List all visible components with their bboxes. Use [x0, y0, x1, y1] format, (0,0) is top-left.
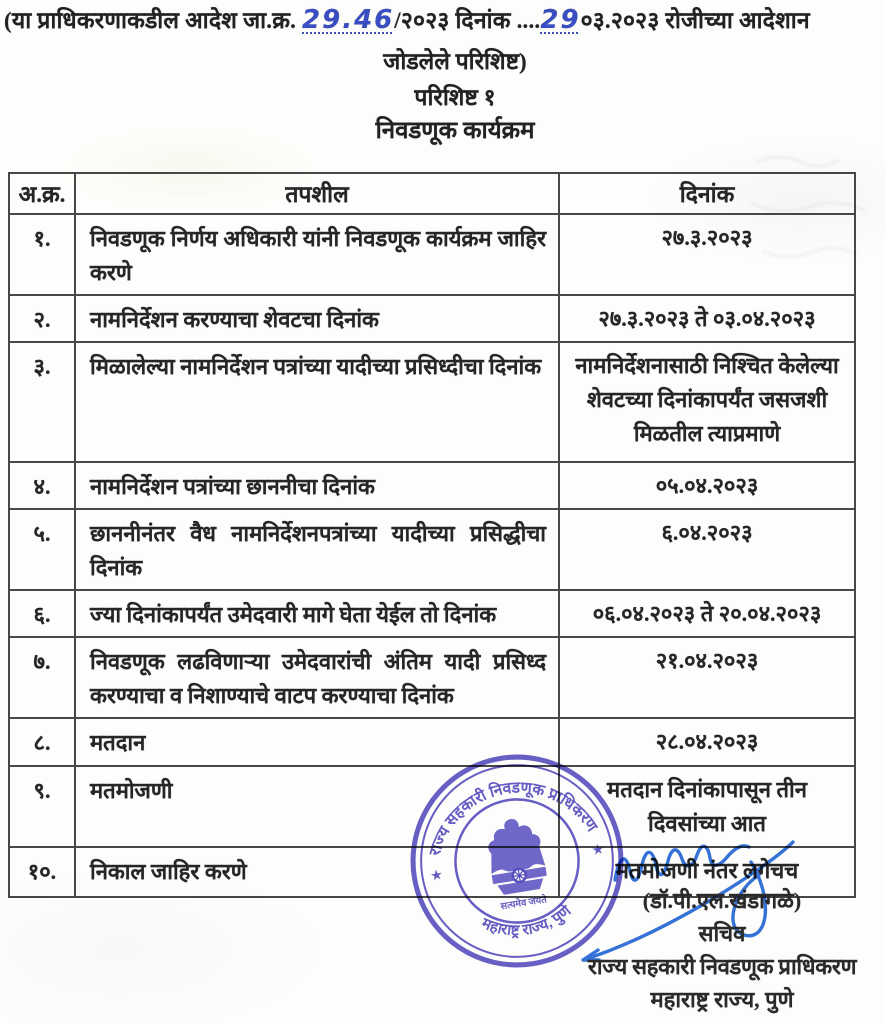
- stamp-motto: सत्यमेव जयते: [499, 894, 548, 913]
- header-details: तपशील: [75, 173, 559, 214]
- stamp-star-left-icon: ★: [429, 866, 445, 885]
- row-date: मतदान दिनांकापासून तीन दिवसांच्या आत: [559, 766, 855, 847]
- table-row: [9, 718, 855, 765]
- row-date: मतमोजणी नंतर लगेचच: [559, 847, 855, 897]
- row-date: ०६.०४.२०२३ ते २०.०४.२०२३: [559, 590, 855, 637]
- row-detail: निवडणूक लढविणाऱ्या उमेदवारांची अंतिम यादी प्रसिध्द करण्याचा व निशाण्याचे वाटप करण्याचा दिनांक: [75, 637, 559, 718]
- order-reference-prefix: (या प्राधिकरणाकडील आदेश जा.क्र.: [4, 8, 303, 33]
- header-date: दिनांक: [559, 173, 855, 214]
- signatory-organization: राज्य सहकारी निवडणूक प्राधिकरण: [587, 954, 857, 979]
- order-reference-suffix: ०३.२०२३ रोजीच्या आदेशान: [580, 8, 810, 33]
- stamp-star-right-icon: ★: [590, 841, 606, 860]
- table-header-row: [9, 173, 855, 214]
- row-date: २७.३.२०२३: [559, 214, 855, 295]
- row-detail: निकाल जाहिर करणे: [75, 847, 559, 897]
- row-serial: ६.: [9, 590, 75, 637]
- attached-appendix-line: जोडलेले परिशिष्ट): [383, 49, 527, 74]
- row-detail: मिळालेल्या नामनिर्देशन पत्रांच्या यादीच्या प्रसिध्दीचा दिनांक: [75, 342, 559, 462]
- election-programme-title: निवडणूक कार्यक्रम: [375, 118, 535, 144]
- ashoka-emblem-icon: [483, 815, 548, 896]
- row-date: २१.०४.२०२३: [559, 637, 855, 718]
- signatory-block: [560, 884, 884, 1016]
- row-detail: निवडणूक निर्णय अधिकारी यांनी निवडणूक कार्यक्रम जाहिर करणे: [75, 214, 559, 295]
- table-row: [9, 295, 855, 342]
- row-serial: ४.: [9, 462, 75, 509]
- stamp-authority-name-arc: राज्य सहकारी निवडणूक प्राधिकरण: [426, 779, 601, 858]
- signatory-name: (डॉ.पी.एल.खंडागळे): [642, 888, 802, 913]
- signatory-location: महाराष्ट्र राज्य, पुणे: [650, 987, 794, 1012]
- row-serial: १०.: [9, 847, 75, 897]
- row-date: २७.३.२०२३ ते ०३.०४.२०२३: [559, 295, 855, 342]
- row-detail: ज्या दिनांकापर्यंत उमेदवारी मागे घेता येईल तो दिनांक: [75, 590, 559, 637]
- row-serial: २.: [9, 295, 75, 342]
- row-detail: मतदान: [75, 718, 559, 765]
- row-detail: छाननीनंतर वैध नामनिर्देशनपत्रांच्या यादीच्या प्रसिद्धीचा दिनांक: [75, 509, 559, 590]
- row-serial: ९.: [9, 766, 75, 847]
- appendix-title: परिशिष्ट १: [414, 85, 496, 110]
- row-date: नामनिर्देशनासाठी निश्चित केलेल्या शेवटच्या दिनांकापर्यंत जसजशी मिळतील त्याप्रमाणे: [559, 342, 855, 462]
- row-serial: ३.: [9, 342, 75, 462]
- row-serial: ८.: [9, 718, 75, 765]
- table-row: [9, 342, 855, 462]
- header-serial-number: अ.क्र.: [9, 173, 75, 214]
- table-row: [9, 462, 855, 509]
- row-serial: ७.: [9, 637, 75, 718]
- row-detail: मतमोजणी: [75, 766, 559, 847]
- row-detail: नामनिर्देशन पत्रांच्या छाननीचा दिनांक: [75, 462, 559, 509]
- table-row: [9, 214, 855, 295]
- row-date: २८.०४.२०२३: [559, 718, 855, 765]
- table-row: [9, 509, 855, 590]
- row-serial: ५.: [9, 509, 75, 590]
- handwritten-order-day: 29: [540, 5, 581, 35]
- table-row: [9, 590, 855, 637]
- order-reference-line: [4, 3, 885, 35]
- row-detail: नामनिर्देशन करण्याचा शेवटचा दिनांक: [75, 295, 559, 342]
- signatory-designation: सचिव: [698, 921, 746, 946]
- order-reference-mid: /२०२३ दिनांक ....: [394, 8, 541, 33]
- signature-scribble: [615, 846, 749, 880]
- row-serial: १.: [9, 214, 75, 295]
- row-date: ६.०४.२०२३: [559, 509, 855, 590]
- handwritten-order-number: 29.46: [302, 5, 395, 35]
- stamp-state-city-arc: महाराष्ट्र राज्य, पुणे: [479, 903, 575, 940]
- row-date: ०५.०४.२०२३: [559, 462, 855, 509]
- table-row: [9, 637, 855, 718]
